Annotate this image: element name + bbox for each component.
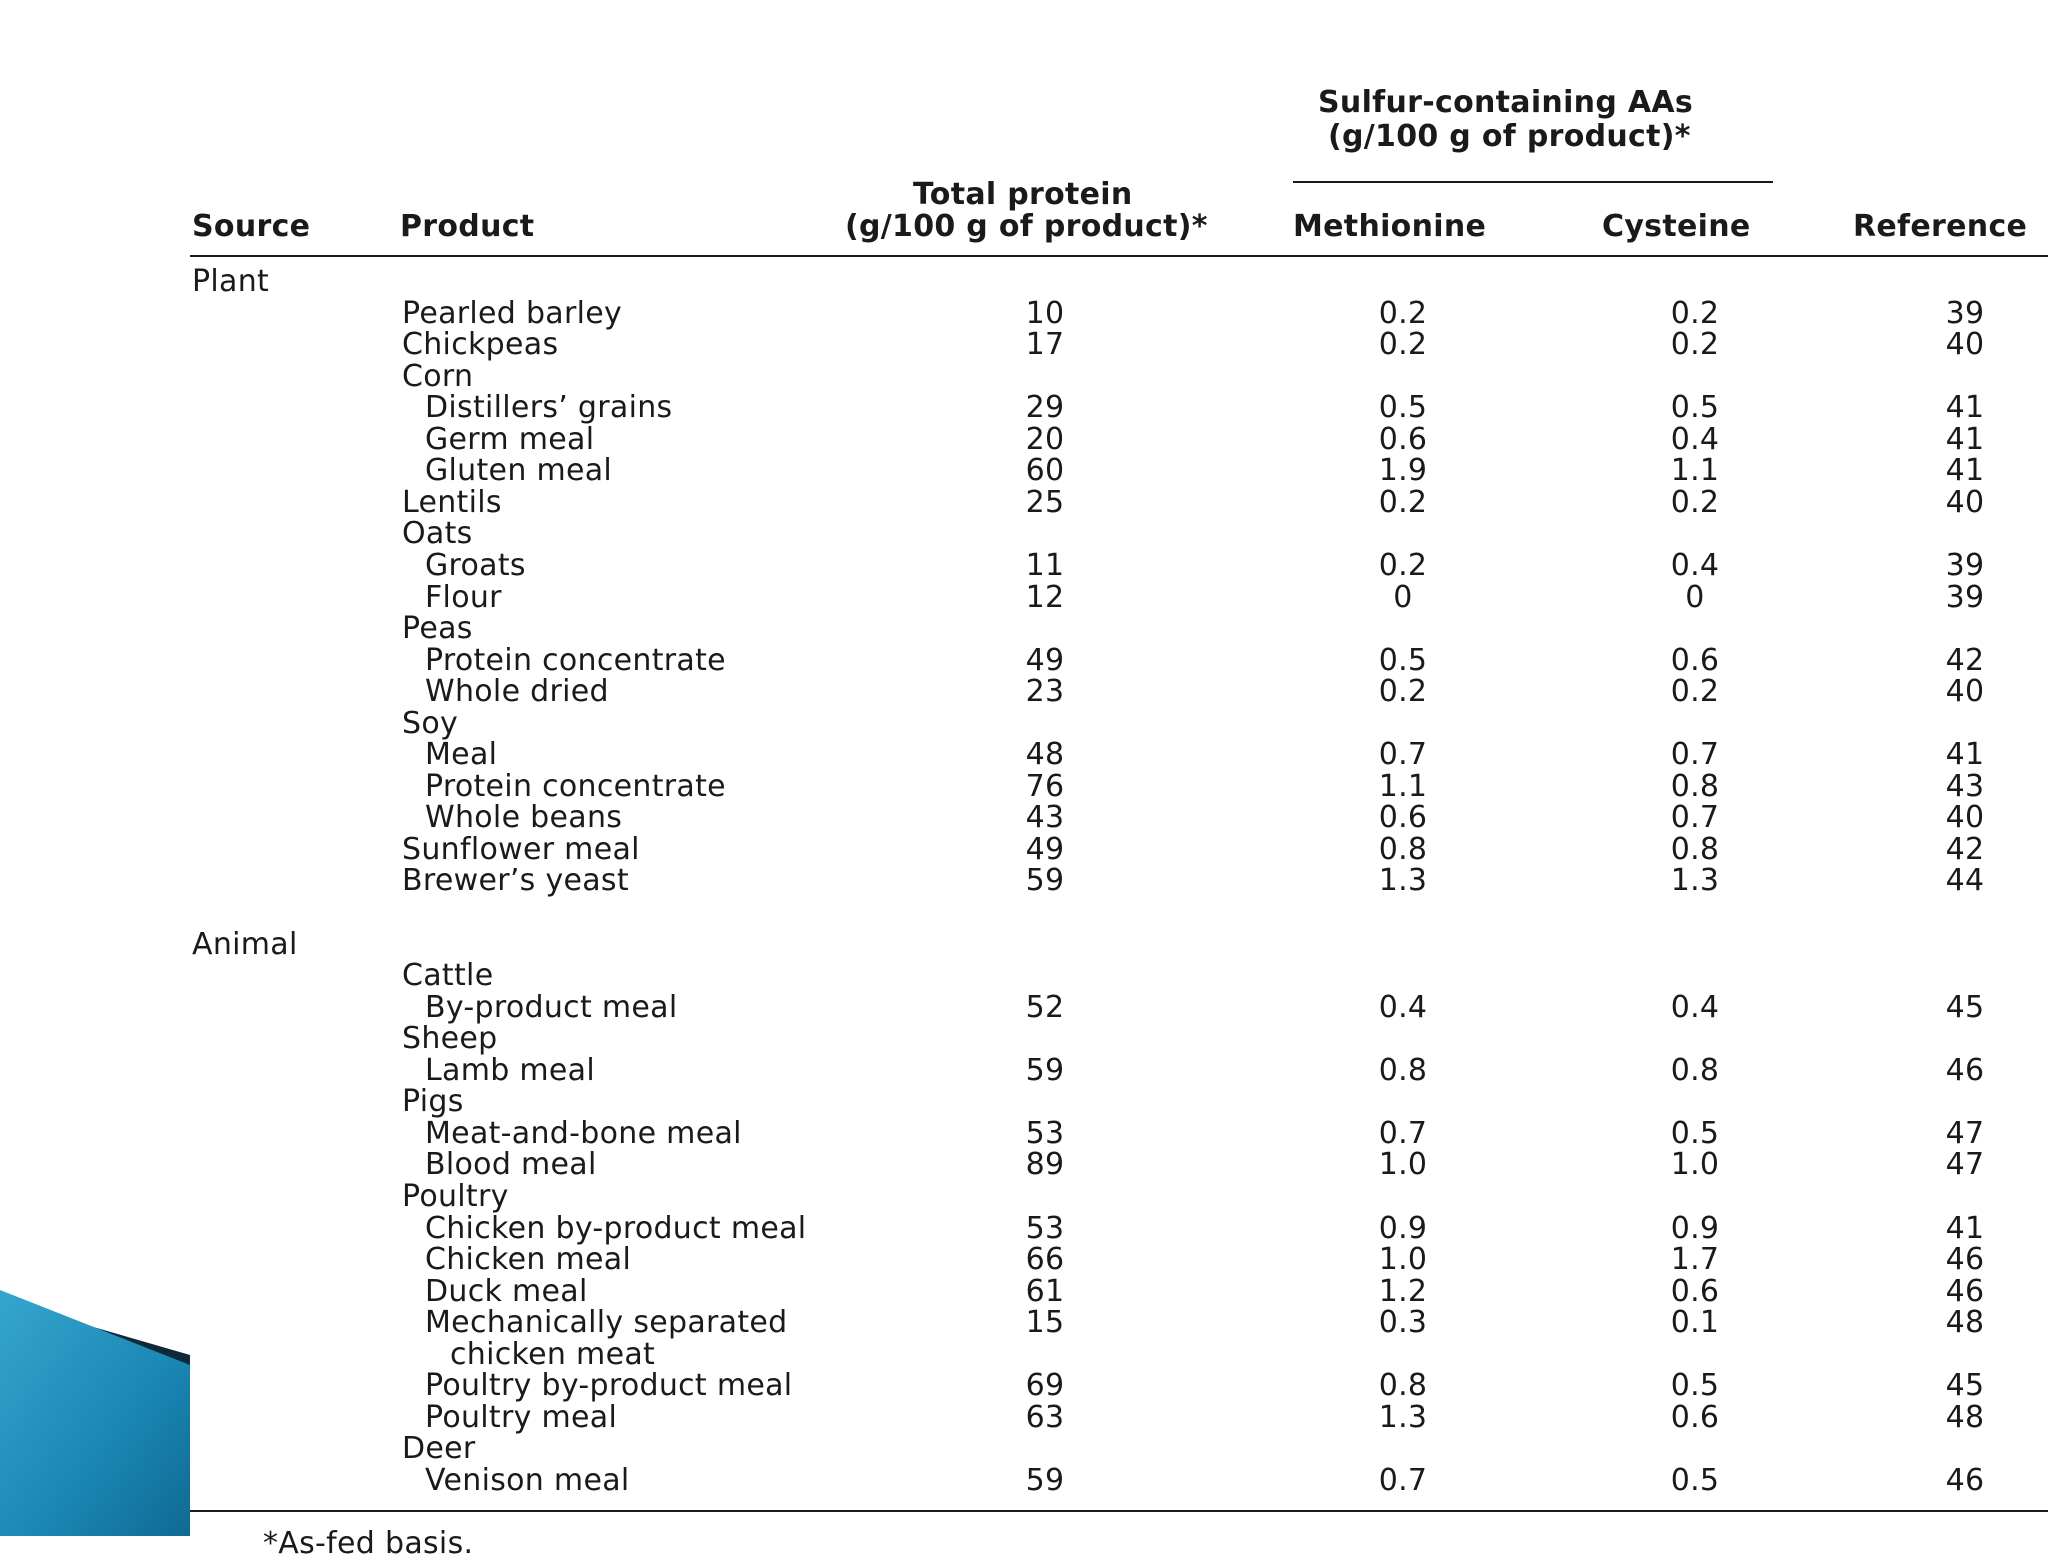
cell-cysteine: 0.1 [1670,1305,1720,1340]
col-header-cysteine: Cysteine [1602,209,1751,244]
cell-methionine: 1.2 [1378,1274,1428,1309]
cell-reference: 41 [1945,1211,1985,1246]
cell-methionine: 0.8 [1378,832,1428,867]
cell-product: Sheep [402,1021,498,1056]
cell-cysteine: 1.7 [1670,1242,1720,1277]
cell-cysteine: 0.2 [1670,327,1720,362]
cell-protein: 53 [1025,1116,1065,1151]
cell-cysteine: 0.9 [1670,1211,1720,1246]
cell-protein: 89 [1025,1147,1065,1182]
cell-methionine: 1.3 [1378,863,1428,898]
cell-protein: 66 [1025,1242,1065,1277]
cell-product: Chicken by-product meal [425,1211,807,1246]
cell-product: Whole beans [425,800,623,835]
cell-cysteine: 0.2 [1670,485,1720,520]
cell-cysteine: 0.8 [1670,832,1720,867]
cell-protein: 59 [1025,1463,1065,1498]
cell-methionine: 0.2 [1378,327,1428,362]
cell-reference: 48 [1945,1305,1985,1340]
cell-methionine: 1.0 [1378,1242,1428,1277]
cell-product: Chicken meal [425,1242,632,1277]
cell-protein: 25 [1025,485,1065,520]
cell-reference: 45 [1945,990,1985,1025]
cell-methionine: 0.4 [1378,990,1428,1025]
cell-reference: 39 [1945,548,1985,583]
cell-methionine: 0.5 [1378,643,1428,678]
cell-source: Animal [192,927,298,962]
group-header-rule [1293,181,1773,183]
cell-cysteine: 0.4 [1670,422,1720,457]
cell-product: Chickpeas [402,327,559,362]
cell-reference: 48 [1945,1400,1985,1435]
cell-reference: 40 [1945,674,1985,709]
cell-cysteine: 0.2 [1670,296,1720,331]
cell-methionine: 0.8 [1378,1368,1428,1403]
cell-product: Corn [402,359,474,394]
cell-cysteine: 0.5 [1670,1116,1720,1151]
cell-cysteine: 0.4 [1670,990,1720,1025]
col-header-source: Source [192,209,311,244]
cell-methionine: 0.8 [1378,1053,1428,1088]
cell-protein: 48 [1025,737,1065,772]
cell-reference: 46 [1945,1053,1985,1088]
cell-protein: 29 [1025,390,1065,425]
cell-product: Deer [402,1431,476,1466]
cell-protein: 20 [1025,422,1065,457]
cell-protein: 10 [1025,296,1065,331]
cell-product: Whole dried [425,674,609,709]
cell-product: Cattle [402,958,494,993]
cell-protein: 49 [1025,832,1065,867]
cell-reference: 43 [1945,769,1985,804]
cell-reference: 47 [1945,1147,1985,1182]
header-bottom-rule [190,255,2048,257]
cell-product: Flour [425,580,502,615]
cell-reference: 45 [1945,1368,1985,1403]
cell-product: Venison meal [425,1463,630,1498]
cell-methionine: 0.3 [1378,1305,1428,1340]
cell-protein: 59 [1025,863,1065,898]
cell-protein: 23 [1025,674,1065,709]
cell-cysteine: 0.4 [1670,548,1720,583]
cell-protein: 15 [1025,1305,1065,1340]
cell-cysteine: 0.5 [1670,1368,1720,1403]
col-header-methionine: Methionine [1293,209,1487,244]
cell-protein: 53 [1025,1211,1065,1246]
cell-product: Protein concentrate [425,643,726,678]
cell-product: By-product meal [425,990,678,1025]
cell-reference: 40 [1945,800,1985,835]
cell-reference: 41 [1945,422,1985,457]
cell-methionine: 0.2 [1378,674,1428,709]
group-header-line1: Sulfur-containing AAs [1318,85,1694,120]
cell-methionine: 1.3 [1378,1400,1428,1435]
cell-product: Protein concentrate [425,769,726,804]
cell-reference: 40 [1945,485,1985,520]
cell-cysteine: 0.5 [1670,1463,1720,1498]
cell-product: Poultry [402,1179,509,1214]
cell-protein: 17 [1025,327,1065,362]
cell-protein: 63 [1025,1400,1065,1435]
cell-methionine: 0 [1393,580,1413,615]
cell-cysteine: 0.2 [1670,674,1720,709]
cell-cysteine: 1.0 [1670,1147,1720,1182]
cell-methionine: 0.2 [1378,485,1428,520]
cell-cysteine: 0 [1685,580,1705,615]
cell-protein: 11 [1025,548,1065,583]
cell-product: Peas [402,611,473,646]
cell-reference: 42 [1945,832,1985,867]
cell-reference: 41 [1945,390,1985,425]
cell-product: Sunflower meal [402,832,640,867]
col-header-protein-line2: (g/100 g of product)* [845,209,1208,244]
cell-cysteine: 0.7 [1670,737,1720,772]
col-header-protein-line1: Total protein [913,177,1133,212]
cell-reference: 39 [1945,580,1985,615]
cell-methionine: 1.0 [1378,1147,1428,1182]
cell-cysteine: 0.7 [1670,800,1720,835]
cell-reference: 41 [1945,737,1985,772]
cell-protein: 52 [1025,990,1065,1025]
cell-reference: 47 [1945,1116,1985,1151]
cell-methionine: 0.7 [1378,1116,1428,1151]
cell-methionine: 0.5 [1378,390,1428,425]
group-header-line2: (g/100 g of product)* [1328,119,1691,154]
cell-reference: 44 [1945,863,1985,898]
cell-product: Meal [425,737,498,772]
cell-reference: 40 [1945,327,1985,362]
cell-product: Distillers’ grains [425,390,673,425]
cell-cysteine: 0.6 [1670,1274,1720,1309]
cell-methionine: 0.7 [1378,737,1428,772]
cell-product: Duck meal [425,1274,588,1309]
footnote: *As-fed basis. [263,1526,474,1561]
cell-protein: 12 [1025,580,1065,615]
cell-cysteine: 0.6 [1670,643,1720,678]
cell-cysteine: 1.1 [1670,453,1720,488]
cell-methionine: 0.6 [1378,422,1428,457]
cell-product: Brewer’s yeast [402,863,629,898]
cell-product: Meat-and-bone meal [425,1116,742,1151]
cell-methionine: 0.7 [1378,1463,1428,1498]
cell-reference: 46 [1945,1242,1985,1277]
cell-protein: 59 [1025,1053,1065,1088]
cell-product: Gluten meal [425,453,613,488]
cell-methionine: 1.9 [1378,453,1428,488]
cell-reference: 46 [1945,1274,1985,1309]
col-header-product: Product [400,209,535,244]
cell-product: Soy [402,706,459,741]
cell-product: Lentils [402,485,502,520]
cell-product: Poultry meal [425,1400,618,1435]
cell-cysteine: 0.5 [1670,390,1720,425]
cell-protein: 49 [1025,643,1065,678]
cell-protein: 69 [1025,1368,1065,1403]
cell-cysteine: 0.6 [1670,1400,1720,1435]
col-header-reference: Reference [1853,209,2028,244]
cell-product: Pigs [402,1084,464,1119]
cell-reference: 39 [1945,296,1985,331]
table-bottom-rule [190,1510,2048,1512]
cell-methionine: 0.2 [1378,296,1428,331]
cell-product: Oats [402,516,473,551]
cell-methionine: 0.9 [1378,1211,1428,1246]
cell-product: Pearled barley [402,296,623,331]
cell-methionine: 0.6 [1378,800,1428,835]
cell-product: Germ meal [425,422,595,457]
cell-reference: 46 [1945,1463,1985,1498]
cell-product: Mechanically separated [425,1305,788,1340]
cell-protein: 61 [1025,1274,1065,1309]
cell-product: chicken meat [450,1337,656,1372]
cell-protein: 60 [1025,453,1065,488]
cell-product: Blood meal [425,1147,597,1182]
cell-product: Poultry by-product meal [425,1368,793,1403]
cell-protein: 43 [1025,800,1065,835]
cell-methionine: 1.1 [1378,769,1428,804]
cell-source: Plant [192,264,270,299]
cell-reference: 42 [1945,643,1985,678]
cell-cysteine: 0.8 [1670,769,1720,804]
cell-cysteine: 0.8 [1670,1053,1720,1088]
cell-product: Groats [425,548,526,583]
cell-cysteine: 1.3 [1670,863,1720,898]
cell-reference: 41 [1945,453,1985,488]
cell-protein: 76 [1025,769,1065,804]
cell-product: Lamb meal [425,1053,595,1088]
cell-methionine: 0.2 [1378,548,1428,583]
